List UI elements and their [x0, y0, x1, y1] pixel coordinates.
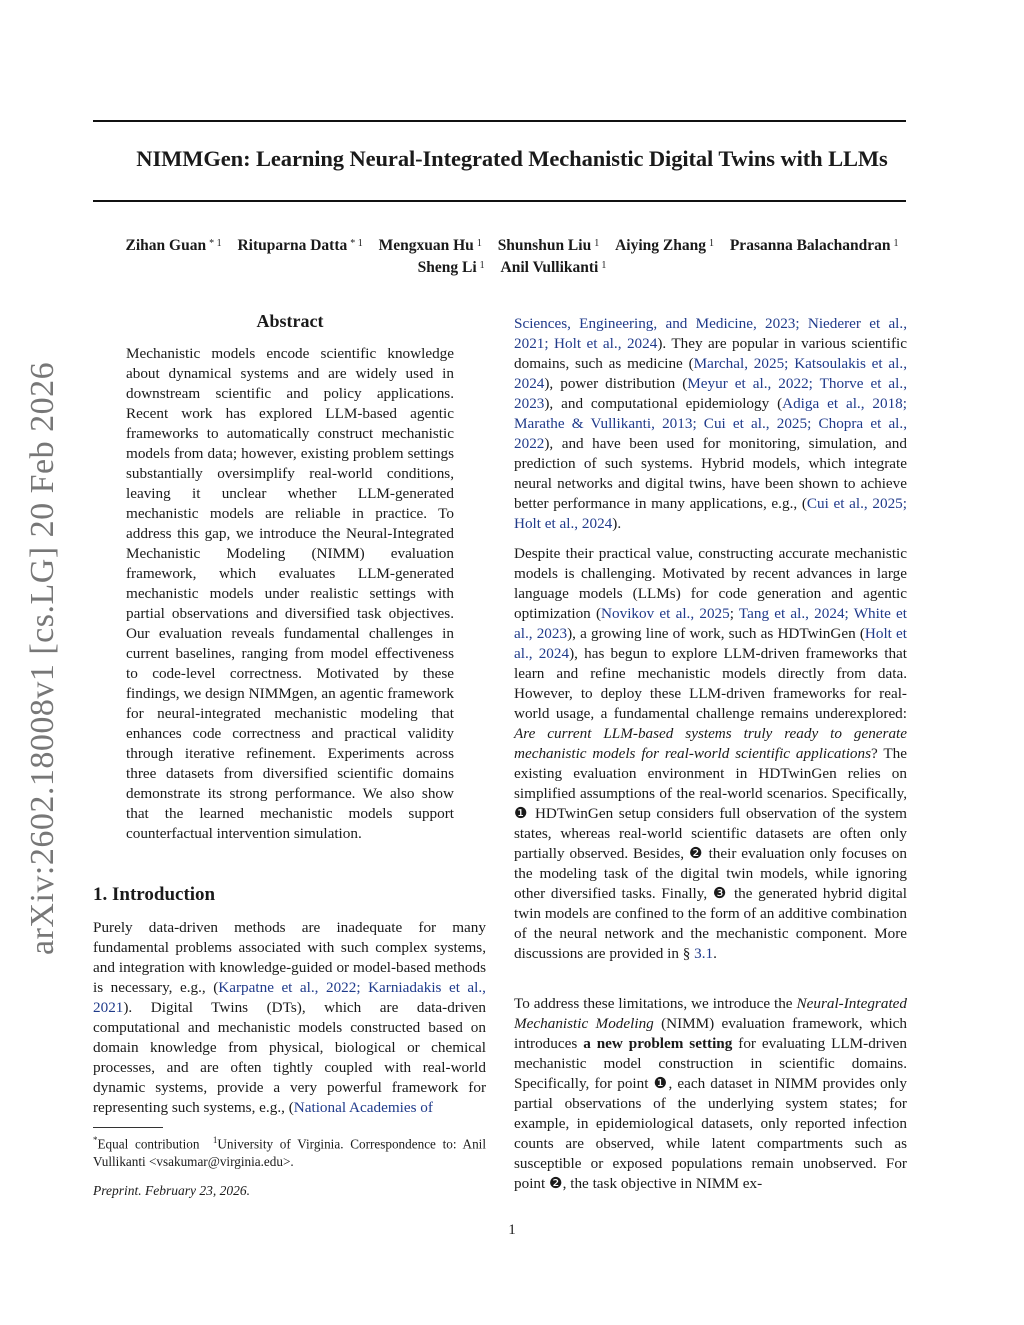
intro-paragraph-right-3	[514, 994, 907, 1194]
paragraph-text: ). Digital Twins (DTs), which are data-driven computational and mechanistic models constructed based on domain knowledge from physical, biological or chemical processes, and are often tightly coupled with real-world dynamic systems, provide a very powerful framework for representing such systems, e.g., (	[93, 999, 486, 1116]
intro-paragraph-right-1	[514, 314, 907, 534]
abstract-text: Mechanistic models encode scientific knowledge about dynamical systems and are widely used in downstream scientific and policy applications. Recent work has explored LLM-based agentic frameworks to automatically construct mechanistic models from data; however, existing problem settings substantially oversimplify real-world conditions, leaving it unclear whether LLM-generated mechanistic models are reliable in practice. To address this gap, we introduce the Neural-Integrated Mechanistic Modeling (NIMM) evaluation framework, which evaluates LLM-generated mechanistic models under realistic settings with partial observations and diversified task objectives. Our evaluation reveals fundamental challenges in current baselines, ranging from model effectiveness to code-level correctness. Motivated by these findings, we design NIMMgen, an agentic framework for neural-integrated mechanistic modeling that enhances code correctness and practical validity through iterative refinement. Experiments across three datasets from diversified scientific domains demonstrate its strong performance. We also show that the learned mechanistic models support counterfactual intervention simulation.	[126, 345, 454, 842]
paragraph-text: ), a growing line of work, such as HDTwinGen (	[567, 625, 865, 642]
paragraph-text: .	[713, 945, 717, 962]
paper-title: NIMMGen: Learning Neural-Integrated Mechanistic Digital Twins with LLMs	[136, 146, 888, 171]
paragraph-text: for evaluating LLM-driven mechanistic model construction in scientific domains. Specifically, for point ❶, each dataset in NIMM provides only partial observations of the underlying system states; for example, in epidemiological datasets, only reported infection counts are observed, while latent compartments such as susceptible or exposed populations remain unobserved. For point ❷, the task objective in NIMM ex-	[514, 1035, 908, 1192]
citation-link[interactable]: Karpatne et al., 2022; Karniadakis et al., 2021	[93, 979, 486, 1016]
citation-link[interactable]: Sciences, Engineering, and Medicine, 2023; Niederer et al., 2021; Holt et al., 2024	[514, 315, 907, 352]
paragraph-text: ? The existing evaluation environment in HDTwinGen relies on simplified assumptions of the real-world scenarios. Specifically, ❶ HDTwinGen setup considers full observation of the system states, whereas real-world scientific datasets are often only partially observed. Besides, ❷ their evaluation only focuses on the modeling task of the digital twin models, while ignoring other diversified tasks. Finally, ❸ the generated hybrid digital twin models are confined to the form of an additive combination of the neural network and the mechanistic component. More discussions are provided in §	[514, 745, 907, 962]
paragraph-text: ), and computational epidemiology (	[544, 395, 783, 412]
paragraph-text: ), has begun to explore LLM-driven frameworks that learn and refine mechanistic models directly from data. However, to deploy these LLM-driven frameworks for real-world usage, a fundamental challenge remains underexplored:	[514, 645, 907, 722]
title-bottom-rule	[93, 200, 906, 202]
footnote-equal: Equal contribution	[97, 1136, 200, 1152]
citation-link[interactable]: Adiga et al., 2018; Marathe & Vullikanti, 2013; Cui et al., 2025; Chopra et al., 2022	[514, 395, 907, 452]
paragraph-text: ).	[612, 515, 622, 532]
paragraph-text: ;	[729, 605, 739, 622]
author-name: Rituparna Datta $^{* 1}$	[237, 237, 363, 254]
citation-link[interactable]: Meyur et al., 2022; Thorve et al., 2023	[514, 375, 907, 412]
author-list	[60, 235, 964, 279]
title-top-rule	[93, 120, 906, 122]
author-name: Shunshun Liu $^1$	[497, 237, 600, 254]
citation-link[interactable]: 3.1	[694, 945, 714, 962]
paragraph-text: To address these limitations, we introduce the	[514, 995, 797, 1012]
intro-paragraph-left	[93, 918, 486, 1118]
paragraph-text: ). They are popular in various scientific domains, such as medicine (	[514, 335, 907, 372]
abstract-heading: Abstract	[256, 311, 324, 331]
preprint-note: Preprint. February 23, 2026.	[93, 1183, 250, 1198]
paragraph-text: Purely data-driven methods are inadequate for many fundamental problems associated with such complex systems, and integration with knowledge-guided or model-based methods is necessary, e.g., (	[93, 919, 486, 996]
paragraph-text: Despite their practical value, constructing accurate mechanistic models is challenging. Motivated by recent advances in large language models (LLMs) for code generation and agentic optimization (	[514, 545, 907, 622]
author-name: Sheng Li $^1$	[417, 259, 485, 276]
arxiv-stamp: arXiv:2602.18008v1 [cs.LG] 20 Feb 2026	[24, 361, 61, 955]
author-name: Zihan Guan $^{* 1}$	[125, 237, 222, 254]
intro-paragraph-right-2	[514, 544, 907, 964]
citation-link[interactable]: Tang et al., 2024; White et al., 2023	[514, 605, 907, 642]
citation-link[interactable]: Holt et al., 2024	[514, 625, 908, 662]
author-name: Anil Vullikanti $^1$	[500, 259, 607, 276]
paragraph-text: Are current LLM-based systems truly ready to generate mechanistic models for real-world scientific applications	[514, 725, 907, 762]
paragraph-text: (NIMM) evaluation framework, which introduces	[514, 1015, 907, 1052]
citation-link[interactable]: Marchal, 2025; Katsoulakis et al., 2024	[514, 355, 907, 392]
paragraph-text: ), and have been used for monitoring, simulation, and prediction of such systems. Hybrid models, which integrate neural networks and digital twins, have been shown to achieve better performance in many applications, e.g., (	[514, 435, 907, 512]
section-heading: 1. Introduction	[93, 884, 216, 905]
paragraph-text: a new problem setting	[583, 1035, 733, 1052]
footnote: *Equal contribution $^1$University of Virginia. Correspondence to: Anil Vullikanti <vsakumar@virginia.edu>.	[93, 1135, 486, 1170]
page-number: 1	[508, 1222, 516, 1238]
paragraph-text: ), power distribution (	[544, 375, 688, 392]
paragraph-text: Neural-Integrated Mechanistic Modeling	[514, 995, 907, 1032]
author-name: Prasanna Balachandran $^1$	[729, 237, 899, 254]
footnote-affiliation: University of Virginia. Correspondence to: Anil Vullikanti <vsakumar@virginia.edu>.	[93, 1136, 486, 1170]
citation-link[interactable]: National Academies of	[293, 1099, 433, 1116]
author-name: Aiying Zhang $^1$	[615, 237, 714, 254]
author-name: Mengxuan Hu $^1$	[378, 237, 482, 254]
citation-link[interactable]: Novikov et al., 2025	[601, 605, 730, 622]
citation-link[interactable]: Cui et al., 2025; Holt et al., 2024	[514, 495, 907, 532]
footnote-rule	[93, 1127, 163, 1128]
